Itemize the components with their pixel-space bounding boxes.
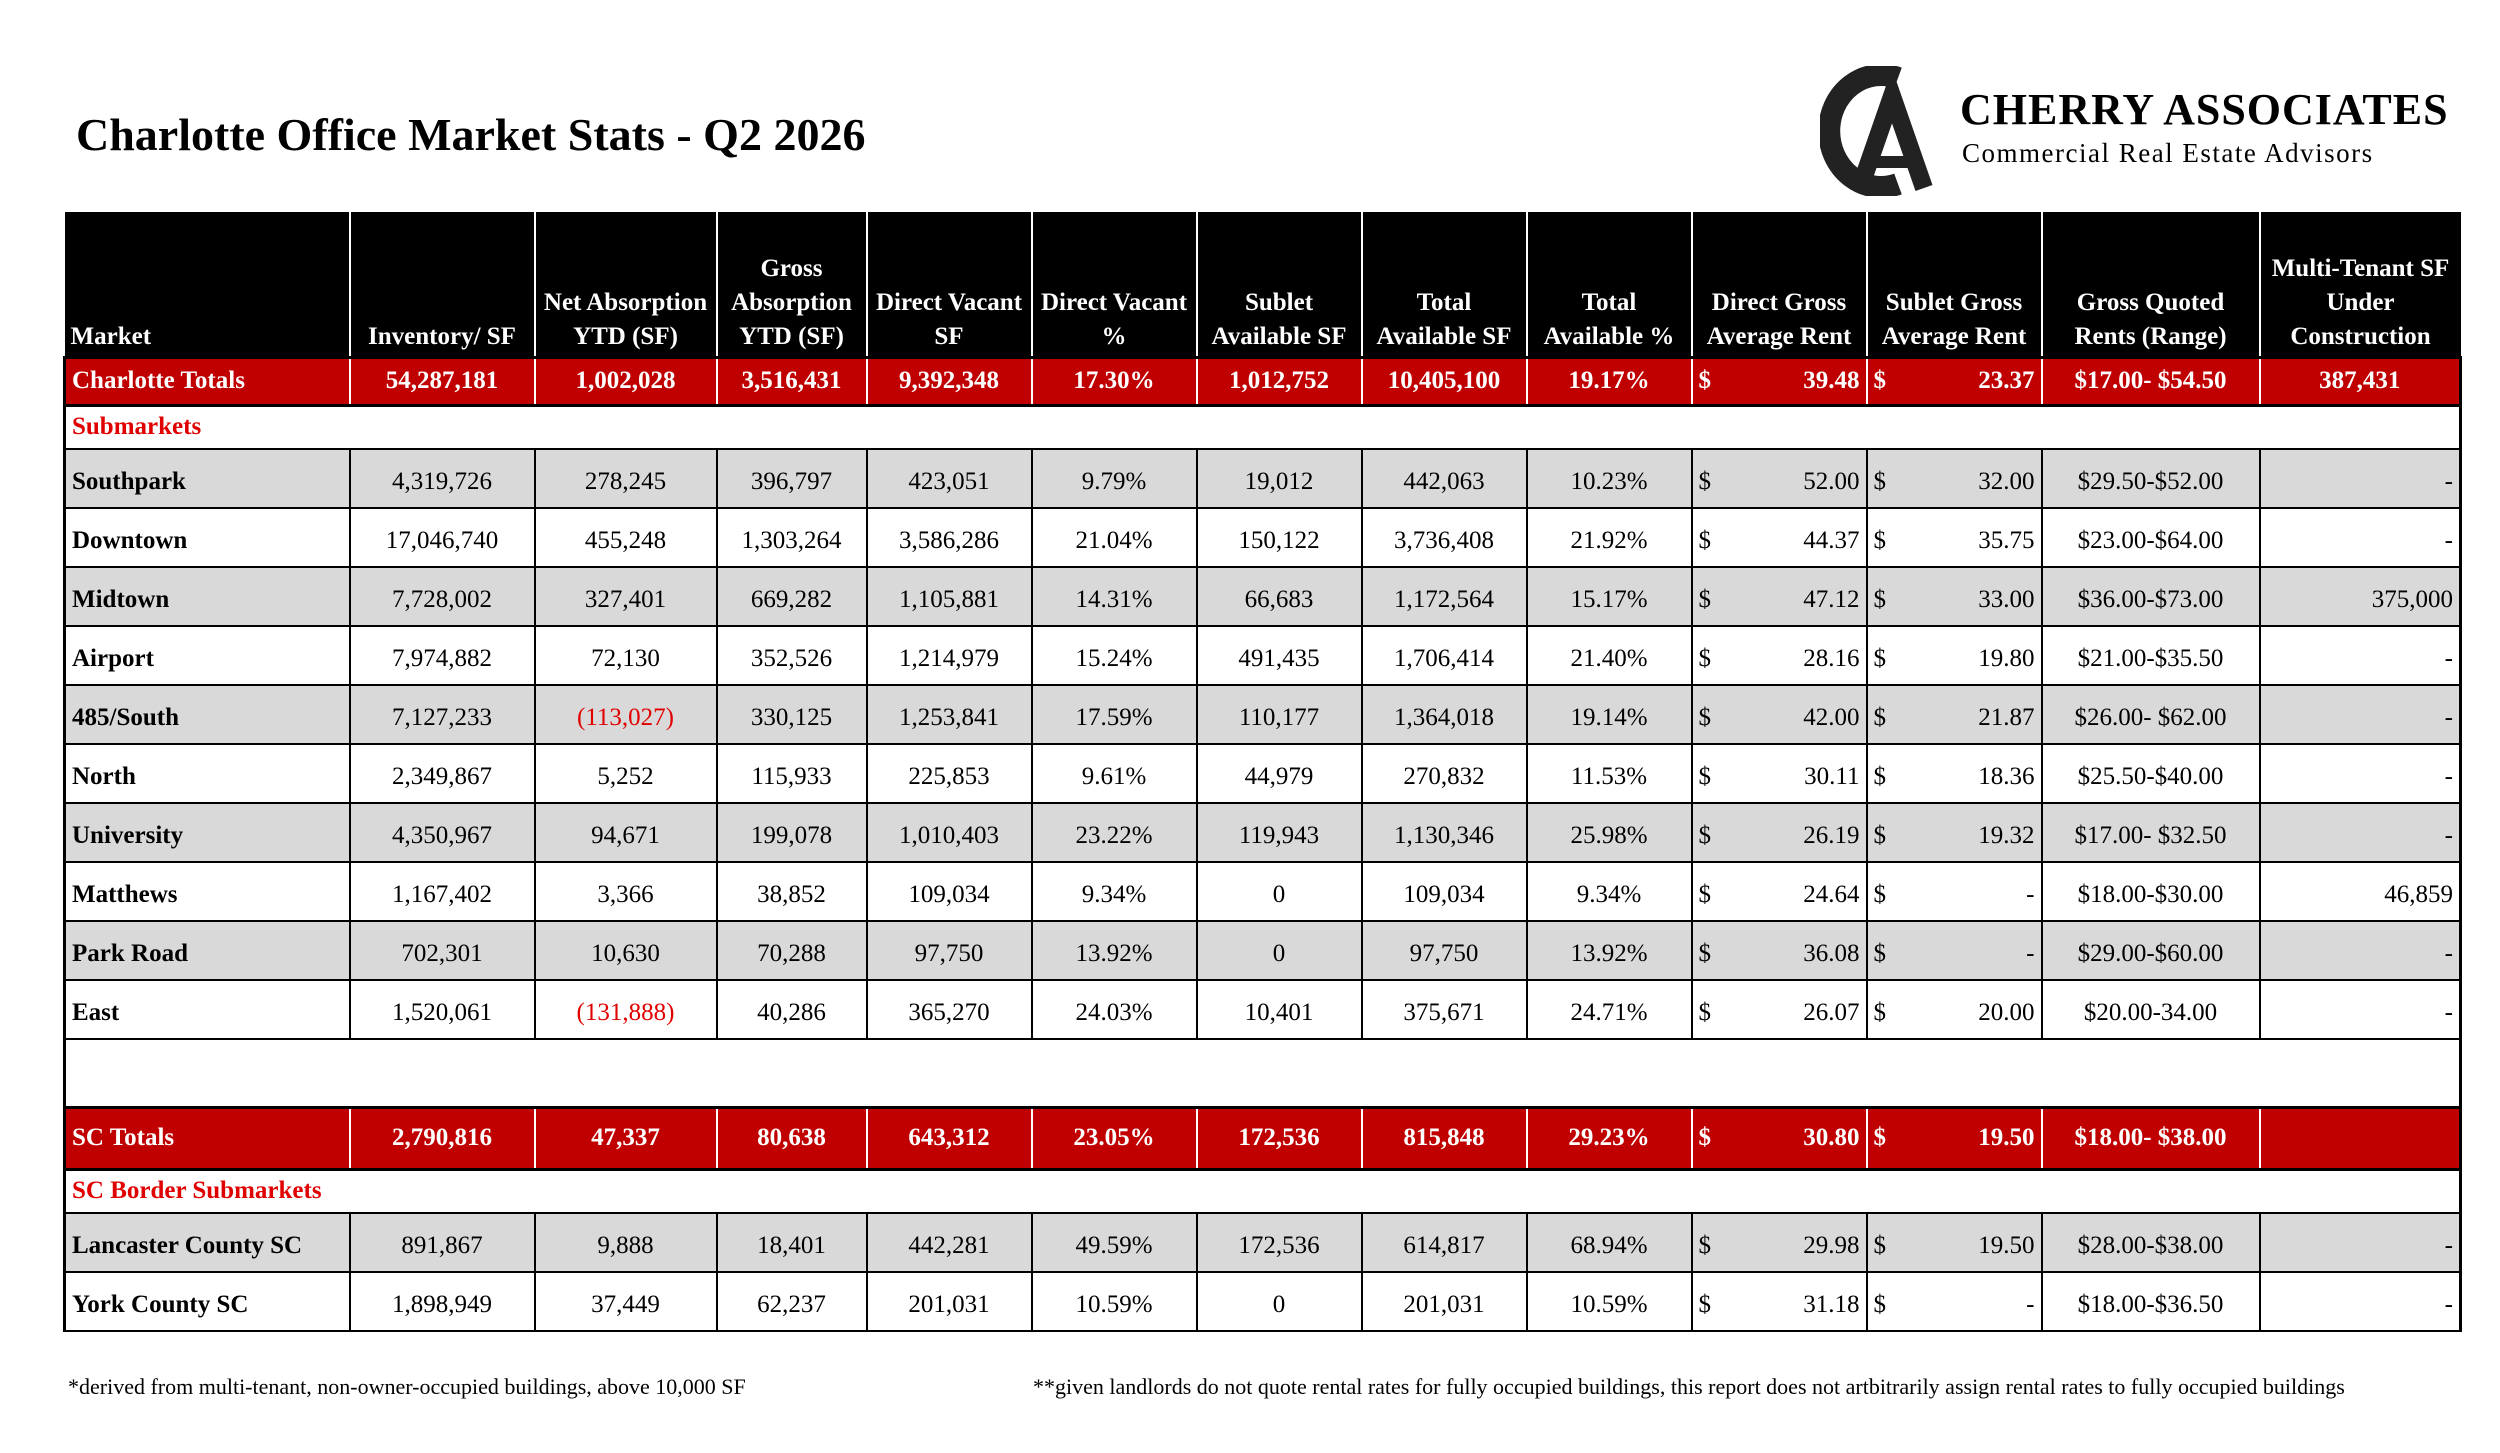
direct-pct-cell: 13.92% [1032, 921, 1197, 980]
table-row [65, 1272, 2461, 1331]
gross-cell: 80,638 [717, 1107, 867, 1169]
total-avail-cell: 815,848 [1362, 1107, 1527, 1169]
column-header: Direct Vacant SF [867, 212, 1032, 357]
market-name-cell: Downtown [65, 508, 350, 567]
sublet-rent-cell [1867, 803, 2042, 862]
sublet-cell: 491,435 [1197, 626, 1362, 685]
market-name-cell: Matthews [65, 862, 350, 921]
construction-cell: - [2260, 449, 2461, 508]
total-pct-cell: 29.23% [1527, 1107, 1692, 1169]
direct-pct-cell: 17.30% [1032, 357, 1197, 405]
total-pct-cell: 10.23% [1527, 449, 1692, 508]
ca-monogram-icon [1820, 66, 1945, 196]
currency-symbol: $ [1698, 1231, 1711, 1259]
rent-value: 36.08 [1803, 939, 1860, 967]
totals-row [65, 357, 2461, 405]
currency-symbol: $ [1698, 880, 1711, 908]
sublet-rent-cell [1867, 1272, 2042, 1331]
construction-cell: - [2260, 1213, 2461, 1272]
direct-pct-cell: 21.04% [1032, 508, 1197, 567]
inventory-cell: 7,974,882 [350, 626, 535, 685]
market-name-cell: Park Road [65, 921, 350, 980]
direct-pct-cell: 49.59% [1032, 1213, 1197, 1272]
rent-range-cell: $20.00-34.00 [2042, 980, 2260, 1039]
column-header: Direct Vacant % [1032, 212, 1197, 357]
currency-symbol: $ [1698, 821, 1711, 849]
column-header: Multi-Tenant SF Under Construction [2260, 212, 2461, 357]
table-row [65, 685, 2461, 744]
rent-value: 26.19 [1803, 821, 1860, 849]
inventory-cell: 1,520,061 [350, 980, 535, 1039]
net-cell: 5,252 [535, 744, 717, 803]
gross-cell: 18,401 [717, 1213, 867, 1272]
direct-pct-cell: 23.22% [1032, 803, 1197, 862]
total-pct-cell: 19.14% [1527, 685, 1692, 744]
direct-rent-cell [1692, 980, 1867, 1039]
sublet-rent-cell [1867, 567, 2042, 626]
sublet-cell: 66,683 [1197, 567, 1362, 626]
direct-vacant-cell: 201,031 [867, 1272, 1032, 1331]
totals-row [65, 1107, 2461, 1169]
currency-symbol: $ [1698, 939, 1711, 967]
direct-vacant-cell: 1,010,403 [867, 803, 1032, 862]
currency-symbol: $ [1873, 367, 1886, 394]
rent-value: 19.80 [1978, 644, 2035, 672]
rent-value: 39.48 [1803, 367, 1860, 394]
footnote-right: **given landlords do not quote rental rates for fully occupied buildings, this report does not artbitrarily assign rental rates to fully occupied buildings [1033, 1374, 2345, 1399]
rent-range-cell: $36.00-$73.00 [2042, 567, 2260, 626]
table-row [65, 567, 2461, 626]
net-cell: 10,630 [535, 921, 717, 980]
gross-cell: 40,286 [717, 980, 867, 1039]
construction-cell: - [2260, 744, 2461, 803]
currency-symbol: $ [1698, 526, 1711, 554]
table-row [65, 803, 2461, 862]
total-avail-cell: 1,130,346 [1362, 803, 1527, 862]
sublet-rent-cell [1867, 921, 2042, 980]
currency-symbol: $ [1873, 880, 1886, 908]
sublet-cell: 110,177 [1197, 685, 1362, 744]
rent-range-cell: $23.00-$64.00 [2042, 508, 2260, 567]
rent-value: 32.00 [1978, 467, 2035, 495]
inventory-cell: 2,349,867 [350, 744, 535, 803]
direct-rent-cell [1692, 626, 1867, 685]
gross-cell: 330,125 [717, 685, 867, 744]
sublet-rent-cell [1867, 980, 2042, 1039]
rent-range-cell: $21.00-$35.50 [2042, 626, 2260, 685]
construction-cell: - [2260, 803, 2461, 862]
currency-symbol: $ [1698, 703, 1711, 731]
total-avail-cell: 97,750 [1362, 921, 1527, 980]
gross-cell: 1,303,264 [717, 508, 867, 567]
gross-cell: 3,516,431 [717, 357, 867, 405]
market-name-cell: Lancaster County SC [65, 1213, 350, 1272]
table-row [65, 1213, 2461, 1272]
table-row [65, 626, 2461, 685]
direct-rent-cell [1692, 567, 1867, 626]
total-pct-cell: 21.92% [1527, 508, 1692, 567]
total-pct-cell: 24.71% [1527, 980, 1692, 1039]
rent-range-cell: $26.00- $62.00 [2042, 685, 2260, 744]
inventory-cell: 54,287,181 [350, 357, 535, 405]
inventory-cell: 7,728,002 [350, 567, 535, 626]
currency-symbol: $ [1873, 762, 1886, 790]
table-row [65, 921, 2461, 980]
rent-value: 47.12 [1803, 585, 1860, 613]
rent-value: 44.37 [1803, 526, 1860, 554]
direct-rent-cell [1692, 508, 1867, 567]
direct-vacant-cell: 1,214,979 [867, 626, 1032, 685]
total-avail-cell: 614,817 [1362, 1213, 1527, 1272]
construction-cell: - [2260, 1272, 2461, 1331]
gross-cell: 396,797 [717, 449, 867, 508]
net-cell: (131,888) [535, 980, 717, 1039]
rent-value: - [2026, 1290, 2035, 1318]
construction-cell: 46,859 [2260, 862, 2461, 921]
spacer-row [65, 1039, 2461, 1107]
rent-value: - [2026, 880, 2035, 908]
direct-vacant-cell: 423,051 [867, 449, 1032, 508]
rent-value: 28.16 [1803, 644, 1860, 672]
total-pct-cell: 19.17% [1527, 357, 1692, 405]
net-cell: 94,671 [535, 803, 717, 862]
gross-cell: 669,282 [717, 567, 867, 626]
direct-pct-cell: 17.59% [1032, 685, 1197, 744]
rent-value: 30.11 [1804, 762, 1860, 790]
direct-pct-cell: 9.79% [1032, 449, 1197, 508]
currency-symbol: $ [1698, 467, 1711, 495]
total-avail-cell: 109,034 [1362, 862, 1527, 921]
rent-value: 42.00 [1803, 703, 1860, 731]
direct-pct-cell: 10.59% [1032, 1272, 1197, 1331]
spacer-cell [65, 1039, 2461, 1107]
direct-rent-cell [1692, 357, 1867, 405]
direct-rent-cell [1692, 803, 1867, 862]
rent-value: 33.00 [1978, 585, 2035, 613]
direct-rent-cell [1692, 862, 1867, 921]
currency-symbol: $ [1873, 644, 1886, 672]
direct-pct-cell: 9.34% [1032, 862, 1197, 921]
sublet-cell: 119,943 [1197, 803, 1362, 862]
total-pct-cell: 13.92% [1527, 921, 1692, 980]
direct-vacant-cell: 9,392,348 [867, 357, 1032, 405]
market-name-cell: Airport [65, 626, 350, 685]
rent-value: 19.50 [1978, 1124, 2035, 1151]
table-row [65, 449, 2461, 508]
currency-symbol: $ [1698, 1290, 1711, 1318]
construction-cell: 375,000 [2260, 567, 2461, 626]
direct-rent-cell [1692, 1272, 1867, 1331]
total-avail-cell: 1,364,018 [1362, 685, 1527, 744]
market-name-cell: Southpark [65, 449, 350, 508]
total-pct-cell: 25.98% [1527, 803, 1692, 862]
column-header: Inventory/ SF [350, 212, 535, 357]
inventory-cell: 7,127,233 [350, 685, 535, 744]
direct-rent-cell [1692, 449, 1867, 508]
inventory-cell: 17,046,740 [350, 508, 535, 567]
column-header: Direct Gross Average Rent [1692, 212, 1867, 357]
direct-vacant-cell: 109,034 [867, 862, 1032, 921]
rent-value: - [2026, 939, 2035, 967]
rent-value: 31.18 [1803, 1290, 1860, 1318]
logo-company-name: CHERRY ASSOCIATES [1960, 85, 2449, 134]
market-name-cell: 485/South [65, 685, 350, 744]
sublet-cell: 0 [1197, 862, 1362, 921]
sublet-cell: 44,979 [1197, 744, 1362, 803]
total-avail-cell: 270,832 [1362, 744, 1527, 803]
net-cell: 278,245 [535, 449, 717, 508]
total-avail-cell: 1,172,564 [1362, 567, 1527, 626]
total-avail-cell: 201,031 [1362, 1272, 1527, 1331]
market-name-cell: SC Totals [65, 1107, 350, 1169]
sublet-cell: 0 [1197, 1272, 1362, 1331]
column-header: Total Available SF [1362, 212, 1527, 357]
direct-vacant-cell: 1,105,881 [867, 567, 1032, 626]
logo-tagline: Commercial Real Estate Advisors [1962, 138, 2374, 168]
rent-value: 18.36 [1978, 762, 2035, 790]
currency-symbol: $ [1873, 939, 1886, 967]
company-logo [1820, 66, 2449, 196]
gross-cell: 352,526 [717, 626, 867, 685]
total-pct-cell: 10.59% [1527, 1272, 1692, 1331]
table-row [65, 980, 2461, 1039]
currency-symbol: $ [1873, 821, 1886, 849]
currency-symbol: $ [1873, 703, 1886, 731]
currency-symbol: $ [1873, 1124, 1886, 1151]
gross-cell: 38,852 [717, 862, 867, 921]
direct-vacant-cell: 1,253,841 [867, 685, 1032, 744]
column-header: Gross Absorption YTD (SF) [717, 212, 867, 357]
construction-cell: - [2260, 508, 2461, 567]
column-header: Total Available % [1527, 212, 1692, 357]
total-avail-cell: 375,671 [1362, 980, 1527, 1039]
gross-cell: 70,288 [717, 921, 867, 980]
total-pct-cell: 11.53% [1527, 744, 1692, 803]
net-cell: (113,027) [535, 685, 717, 744]
total-pct-cell: 15.17% [1527, 567, 1692, 626]
total-pct-cell: 21.40% [1527, 626, 1692, 685]
column-header: Sublet Gross Average Rent [1867, 212, 2042, 357]
sublet-cell: 1,012,752 [1197, 357, 1362, 405]
rent-value: 29.98 [1803, 1231, 1860, 1259]
rent-value: 21.87 [1978, 703, 2035, 731]
sublet-cell: 10,401 [1197, 980, 1362, 1039]
direct-pct-cell: 15.24% [1032, 626, 1197, 685]
direct-pct-cell: 24.03% [1032, 980, 1197, 1039]
currency-symbol: $ [1698, 998, 1711, 1026]
gross-cell: 115,933 [717, 744, 867, 803]
direct-vacant-cell: 365,270 [867, 980, 1032, 1039]
direct-vacant-cell: 225,853 [867, 744, 1032, 803]
rent-value: 19.32 [1978, 821, 2035, 849]
direct-vacant-cell: 97,750 [867, 921, 1032, 980]
sublet-rent-cell [1867, 744, 2042, 803]
construction-cell: - [2260, 980, 2461, 1039]
rent-range-cell: $28.00-$38.00 [2042, 1213, 2260, 1272]
rent-value: 35.75 [1978, 526, 2035, 554]
construction-cell [2260, 1107, 2461, 1169]
inventory-cell: 702,301 [350, 921, 535, 980]
direct-pct-cell: 23.05% [1032, 1107, 1197, 1169]
currency-symbol: $ [1873, 1231, 1886, 1259]
currency-symbol: $ [1698, 762, 1711, 790]
inventory-cell: 891,867 [350, 1213, 535, 1272]
currency-symbol: $ [1873, 585, 1886, 613]
sublet-cell: 19,012 [1197, 449, 1362, 508]
construction-cell: - [2260, 685, 2461, 744]
direct-rent-cell [1692, 921, 1867, 980]
gross-cell: 199,078 [717, 803, 867, 862]
total-pct-cell: 9.34% [1527, 862, 1692, 921]
footnote-left: *derived from multi-tenant, non-owner-occupied buildings, above 10,000 SF [68, 1374, 746, 1399]
construction-cell: 387,431 [2260, 357, 2461, 405]
sublet-rent-cell [1867, 449, 2042, 508]
rent-value: 19.50 [1978, 1231, 2035, 1259]
total-pct-cell: 68.94% [1527, 1213, 1692, 1272]
sublet-rent-cell [1867, 685, 2042, 744]
net-cell: 9,888 [535, 1213, 717, 1272]
page-title: Charlotte Office Market Stats - Q2 2026 [76, 109, 866, 160]
rent-range-cell: $29.00-$60.00 [2042, 921, 2260, 980]
column-header: Market [65, 212, 350, 357]
rent-range-cell: $18.00-$36.50 [2042, 1272, 2260, 1331]
column-header: Gross Quoted Rents (Range) [2042, 212, 2260, 357]
sublet-rent-cell [1867, 1107, 2042, 1169]
market-name-cell: University [65, 803, 350, 862]
currency-symbol: $ [1873, 998, 1886, 1026]
section-sc-border-label: SC Border Submarkets [65, 1169, 2461, 1213]
section-submarkets [65, 405, 2461, 449]
net-cell: 3,366 [535, 862, 717, 921]
rent-range-cell: $17.00- $54.50 [2042, 357, 2260, 405]
rent-range-cell: $17.00- $32.50 [2042, 803, 2260, 862]
direct-vacant-cell: 442,281 [867, 1213, 1032, 1272]
total-avail-cell: 10,405,100 [1362, 357, 1527, 405]
direct-vacant-cell: 643,312 [867, 1107, 1032, 1169]
direct-rent-cell [1692, 1107, 1867, 1169]
currency-symbol: $ [1873, 526, 1886, 554]
market-name-cell: York County SC [65, 1272, 350, 1331]
section-submarkets-label: Submarkets [65, 405, 2461, 449]
rent-range-cell: $29.50-$52.00 [2042, 449, 2260, 508]
market-name-cell: East [65, 980, 350, 1039]
net-cell: 37,449 [535, 1272, 717, 1331]
inventory-cell: 2,790,816 [350, 1107, 535, 1169]
rent-range-cell: $18.00-$30.00 [2042, 862, 2260, 921]
rent-range-cell: $18.00- $38.00 [2042, 1107, 2260, 1169]
market-name-cell: North [65, 744, 350, 803]
rent-value: 30.80 [1803, 1124, 1860, 1151]
sublet-cell: 0 [1197, 921, 1362, 980]
currency-symbol: $ [1698, 1124, 1711, 1151]
table-row [65, 744, 2461, 803]
table-row [65, 508, 2461, 567]
direct-vacant-cell: 3,586,286 [867, 508, 1032, 567]
header-row [65, 212, 2461, 357]
net-cell: 1,002,028 [535, 357, 717, 405]
currency-symbol: $ [1698, 585, 1711, 613]
rent-value: 20.00 [1978, 998, 2035, 1026]
direct-rent-cell [1692, 685, 1867, 744]
sublet-rent-cell [1867, 508, 2042, 567]
rent-value: 24.64 [1803, 880, 1860, 908]
sublet-cell: 172,536 [1197, 1107, 1362, 1169]
section-sc-border [65, 1169, 2461, 1213]
construction-cell: - [2260, 626, 2461, 685]
direct-pct-cell: 9.61% [1032, 744, 1197, 803]
rent-value: 26.07 [1803, 998, 1860, 1026]
sublet-rent-cell [1867, 1213, 2042, 1272]
market-stats-table [63, 212, 2462, 1332]
rent-range-cell: $25.50-$40.00 [2042, 744, 2260, 803]
direct-pct-cell: 14.31% [1032, 567, 1197, 626]
inventory-cell: 4,319,726 [350, 449, 535, 508]
inventory-cell: 4,350,967 [350, 803, 535, 862]
net-cell: 455,248 [535, 508, 717, 567]
currency-symbol: $ [1698, 644, 1711, 672]
market-name-cell: Charlotte Totals [65, 357, 350, 405]
total-avail-cell: 3,736,408 [1362, 508, 1527, 567]
inventory-cell: 1,167,402 [350, 862, 535, 921]
sublet-rent-cell [1867, 626, 2042, 685]
currency-symbol: $ [1698, 367, 1711, 394]
sublet-rent-cell [1867, 862, 2042, 921]
net-cell: 47,337 [535, 1107, 717, 1169]
sublet-cell: 172,536 [1197, 1213, 1362, 1272]
direct-rent-cell [1692, 744, 1867, 803]
net-cell: 327,401 [535, 567, 717, 626]
rent-value: 52.00 [1803, 467, 1860, 495]
table-row [65, 862, 2461, 921]
construction-cell: - [2260, 921, 2461, 980]
direct-rent-cell [1692, 1213, 1867, 1272]
total-avail-cell: 1,706,414 [1362, 626, 1527, 685]
total-avail-cell: 442,063 [1362, 449, 1527, 508]
column-header: Net Absorption YTD (SF) [535, 212, 717, 357]
market-name-cell: Midtown [65, 567, 350, 626]
gross-cell: 62,237 [717, 1272, 867, 1331]
sublet-rent-cell [1867, 357, 2042, 405]
rent-value: 23.37 [1978, 367, 2035, 394]
net-cell: 72,130 [535, 626, 717, 685]
currency-symbol: $ [1873, 1290, 1886, 1318]
column-header: Sublet Available SF [1197, 212, 1362, 357]
sublet-cell: 150,122 [1197, 508, 1362, 567]
currency-symbol: $ [1873, 467, 1886, 495]
inventory-cell: 1,898,949 [350, 1272, 535, 1331]
